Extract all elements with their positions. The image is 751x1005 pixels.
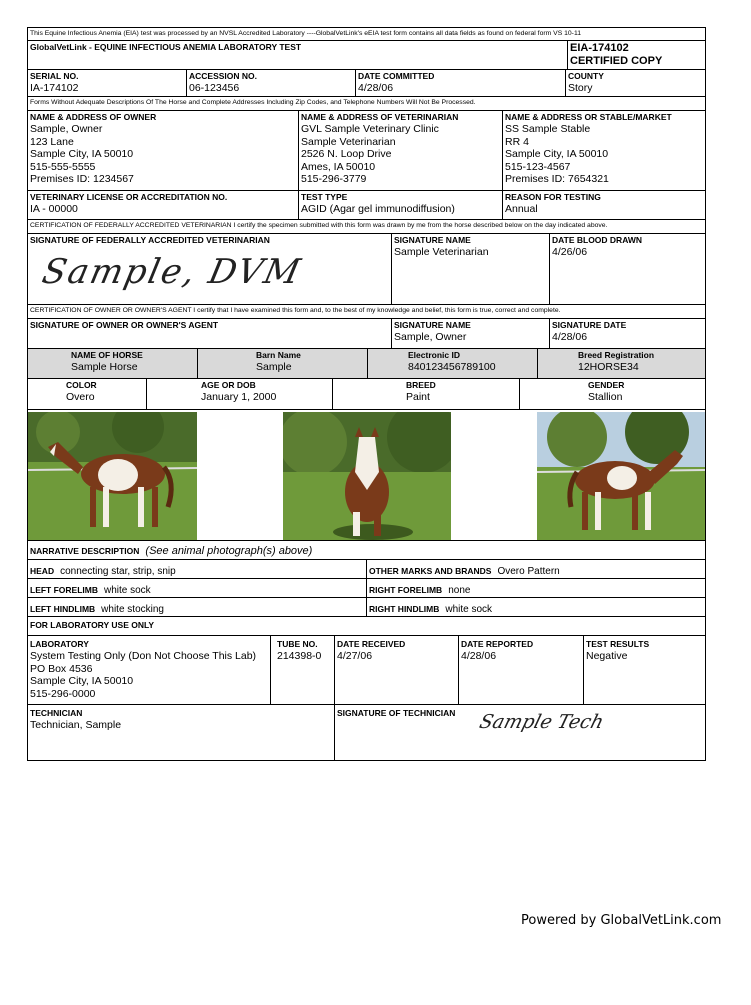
license-label: VETERINARY LICENSE OR ACCREDITATION NO.	[30, 192, 228, 202]
horse-photo-left	[28, 412, 197, 540]
lab-use-cell	[28, 617, 705, 635]
lab-line: System Testing Only (Don Not Choose This Lab)	[30, 650, 257, 662]
date-reported-value: 4/28/06	[461, 650, 497, 662]
serial-label: SERIAL NO.	[30, 71, 79, 81]
breed-reg-value: 12HORSE34	[578, 361, 639, 373]
date-reported-cell	[459, 636, 584, 704]
left-hindlimb-value: white stocking	[101, 604, 164, 615]
vet-line: 515-296-3779	[301, 173, 367, 185]
owner-sig-date-label: SIGNATURE DATE	[552, 320, 627, 330]
vet-signature-row	[27, 234, 706, 305]
accession-value: 06-123456	[189, 82, 240, 94]
right-forelimb-value: none	[448, 585, 471, 596]
vet-line: Ames, IA 50010	[301, 160, 376, 173]
blood-drawn-label: DATE BLOOD DRAWN	[552, 235, 643, 245]
owner-cell	[28, 111, 299, 190]
stable-line: RR 4	[505, 135, 529, 148]
notice-text: This Equine Infectious Anemia (EIA) test was processed by an NVSL Accredited Laboratory ----GlobalVetLink's eEIA test form contains all data fields as found on federal form VS 10-11	[30, 30, 581, 37]
breed-value: Paint	[406, 391, 430, 403]
owner-cert-row	[27, 305, 706, 319]
color-cell	[28, 379, 147, 409]
left-forelimb-cell	[28, 579, 367, 597]
breed-reg-cell	[538, 349, 705, 378]
test-results-value: Negative	[586, 650, 628, 662]
right-forelimb-label: RIGHT FORELIMB	[369, 585, 443, 595]
lab-row	[27, 636, 706, 705]
lab-cell	[28, 636, 271, 704]
owner-sig-date-cell	[550, 319, 705, 348]
tech-signature-cell	[335, 705, 705, 760]
test-type-cell	[299, 191, 503, 219]
left-forelimb-value: white sock	[104, 585, 151, 596]
date-received-value: 4/27/06	[337, 650, 373, 662]
reason-label: REASON FOR TESTING	[505, 192, 601, 202]
date-received-cell	[335, 636, 459, 704]
technician-label: TECHNICIAN	[30, 708, 83, 718]
form-id-cell	[568, 41, 705, 69]
head-label: HEAD	[30, 566, 55, 576]
license-cell	[28, 191, 299, 219]
reason-value: Annual	[505, 203, 538, 215]
right-hindlimb-value: white sock	[445, 604, 493, 615]
owner-signature-label: SIGNATURE OF OWNER OR OWNER'S AGENT	[30, 320, 219, 330]
owner-sig-name-cell	[392, 319, 550, 348]
tech-signature-label: SIGNATURE OF TECHNICIAN	[337, 708, 456, 718]
test-type-value: AGID (Agar gel immunodiffusion)	[301, 203, 455, 215]
lab-line: PO Box 4536	[30, 662, 93, 675]
age-label: AGE OR DOB	[201, 380, 256, 390]
stable-line: Sample City, IA 50010	[505, 148, 609, 160]
color-value: Overo	[66, 391, 95, 403]
tube-value: 214398-0	[277, 650, 322, 662]
lab-line: Sample City, IA 50010	[30, 675, 134, 687]
vet-cell	[299, 111, 503, 190]
notice-row	[27, 27, 706, 41]
vet-signature-image: Sample, DVM	[38, 252, 306, 292]
left-forelimb-label: LEFT FORELIMB	[30, 585, 98, 595]
vet-label: NAME & ADDRESS OF VETERINARIAN	[301, 112, 459, 122]
left-hindlimb-label: LEFT HINDLIMB	[30, 604, 96, 614]
serial-cell	[28, 70, 187, 96]
owner-line: 515-555-5555	[30, 160, 96, 173]
owner-line: Sample, Owner	[30, 123, 103, 135]
owner-line: Premises ID: 1234567	[30, 173, 134, 185]
tube-cell	[271, 636, 335, 704]
breed-reg-label: Breed Registration	[578, 350, 655, 360]
form-title-cell	[28, 41, 568, 69]
other-marks-cell	[367, 560, 705, 578]
serial-value: IA-174102	[30, 82, 79, 94]
vet-sig-name-cell	[392, 234, 550, 304]
barn-name-value: Sample	[256, 361, 292, 373]
age-value: January 1, 2000	[201, 391, 277, 403]
narrative-cell	[28, 540, 705, 560]
horse-name-label: NAME OF HORSE	[71, 350, 143, 360]
eid-cell	[368, 349, 538, 378]
vet-signature-label: SIGNATURE OF FEDERALLY ACCREDITED VETERINARIAN	[30, 235, 270, 245]
eid-value: 840123456789100	[408, 361, 496, 373]
owner-cert-text: CERTIFICATION OF OWNER OR OWNER'S AGENT I certify that I have examined this form and, to the best of my knowledge and belief, this form is true, correct and complete.	[30, 307, 561, 314]
horse-photos	[27, 410, 706, 541]
forelimb-row	[27, 579, 706, 598]
stable-line: SS Sample Stable	[505, 123, 591, 135]
right-hindlimb-label: RIGHT HINDLIMB	[369, 604, 440, 614]
horse-name-value: Sample Horse	[71, 361, 138, 373]
addresses-row	[27, 111, 706, 191]
test-results-label: TEST RESULTS	[586, 639, 650, 649]
barn-name-cell	[198, 349, 368, 378]
narrative-row	[27, 541, 706, 560]
left-hindlimb-cell	[28, 598, 367, 616]
vet-sig-name-label: SIGNATURE NAME	[394, 235, 471, 245]
head-row	[27, 560, 706, 579]
gender-label: GENDER	[588, 380, 625, 390]
head-value: connecting star, strip, snip	[60, 566, 176, 577]
reason-cell	[503, 191, 705, 219]
vet-line: GVL Sample Veterinary Clinic	[301, 123, 439, 135]
owner-sig-name-label: SIGNATURE NAME	[394, 320, 471, 330]
form-id: EIA-174102	[570, 42, 629, 54]
color-label: COLOR	[66, 380, 97, 390]
stable-label: NAME & ADDRESS OR STABLE/MARKET	[505, 112, 672, 122]
header-row	[27, 41, 706, 70]
date-committed-label: DATE COMMITTED	[358, 71, 435, 81]
test-type-label: TEST TYPE	[301, 192, 348, 202]
lab-label: LABORATORY	[30, 639, 89, 649]
blood-drawn-cell	[550, 234, 705, 304]
owner-sig-date-value: 4/28/06	[552, 331, 588, 343]
test-results-cell	[584, 636, 705, 704]
warning-text: Forms Without Adequate Descriptions Of The Horse and Complete Addresses Including Zip Codes, and Telephone Numbers Will Not Be Processed.	[30, 99, 476, 106]
stable-cell	[503, 111, 705, 190]
head-cell	[28, 560, 367, 578]
county-cell	[566, 70, 705, 96]
owner-signature-cell	[28, 319, 392, 348]
stable-line: 515-123-4567	[505, 160, 571, 173]
horse-name-cell	[28, 349, 198, 378]
narrative-sub: (See animal photograph(s) above)	[145, 545, 313, 557]
breed-cell	[333, 379, 520, 409]
barn-name-label: Barn Name	[256, 350, 301, 360]
horse-id-row	[27, 349, 706, 379]
vet-line: Sample Veterinarian	[301, 135, 396, 148]
owner-signature-row	[27, 319, 706, 349]
eia-form	[27, 27, 706, 761]
vet-sig-name-value: Sample Veterinarian	[394, 246, 489, 258]
technician-value: Technician, Sample	[30, 719, 122, 731]
narrative-label: NARRATIVE DESCRIPTION	[30, 546, 140, 556]
horse-desc-row	[27, 379, 706, 410]
lab-use-label: FOR LABORATORY USE ONLY	[30, 620, 155, 630]
certified-copy: CERTIFIED COPY	[570, 55, 663, 67]
blood-drawn-value: 4/26/06	[552, 246, 588, 258]
right-forelimb-cell	[367, 579, 705, 597]
license-value: IA - 00000	[30, 203, 78, 215]
vet-signature-cell	[28, 234, 392, 304]
date-reported-label: DATE REPORTED	[461, 639, 534, 649]
lab-use-row	[27, 617, 706, 636]
county-label: COUNTY	[568, 71, 604, 81]
date-received-label: DATE RECEIVED	[337, 639, 406, 649]
license-row	[27, 191, 706, 220]
county-value: Story	[568, 82, 593, 94]
owner-label: NAME & ADDRESS OF OWNER	[30, 112, 157, 122]
footer-powered-by[interactable]: Powered by GlobalVetLink.com	[521, 913, 722, 928]
hindlimb-row	[27, 598, 706, 617]
stable-line: Premises ID: 7654321	[505, 173, 609, 185]
eid-label: Electronic ID	[408, 350, 460, 360]
horse-photo-right	[537, 412, 705, 540]
date-committed-cell	[356, 70, 566, 96]
warning-row	[27, 97, 706, 111]
horse-photo-center	[283, 412, 451, 540]
other-marks-label: OTHER MARKS AND BRANDS	[369, 566, 492, 576]
other-marks-value: Overo Pattern	[497, 566, 560, 577]
gender-cell	[520, 379, 705, 409]
tech-signature-image: Sample Tech	[477, 711, 607, 733]
technician-cell	[28, 705, 335, 760]
gender-value: Stallion	[588, 391, 623, 403]
lab-line: 515-296-0000	[30, 687, 96, 700]
owner-line: Sample City, IA 50010	[30, 148, 134, 160]
date-committed-value: 4/28/06	[358, 82, 394, 94]
form-title: GlobalVetLink - EQUINE INFECTIOUS ANEMIA LABORATORY TEST	[30, 42, 302, 52]
right-hindlimb-cell	[367, 598, 705, 616]
owner-line: 123 Lane	[30, 135, 74, 148]
breed-label: BREED	[406, 380, 436, 390]
age-cell	[147, 379, 333, 409]
ids-row	[27, 70, 706, 97]
vet-cert-text: CERTIFICATION OF FEDERALLY ACCREDITED VETERINARIAN I certify the specimen submitted with this form was drawn by me from the horse described below on the day indicated above.	[30, 222, 608, 229]
vet-line: 2526 N. Loop Drive	[301, 148, 392, 160]
tube-label: TUBE NO.	[277, 639, 318, 649]
owner-sig-name-value: Sample, Owner	[394, 331, 467, 343]
technician-row	[27, 705, 706, 761]
vet-cert-row	[27, 220, 706, 234]
accession-cell	[187, 70, 356, 96]
accession-label: ACCESSION NO.	[189, 71, 258, 81]
